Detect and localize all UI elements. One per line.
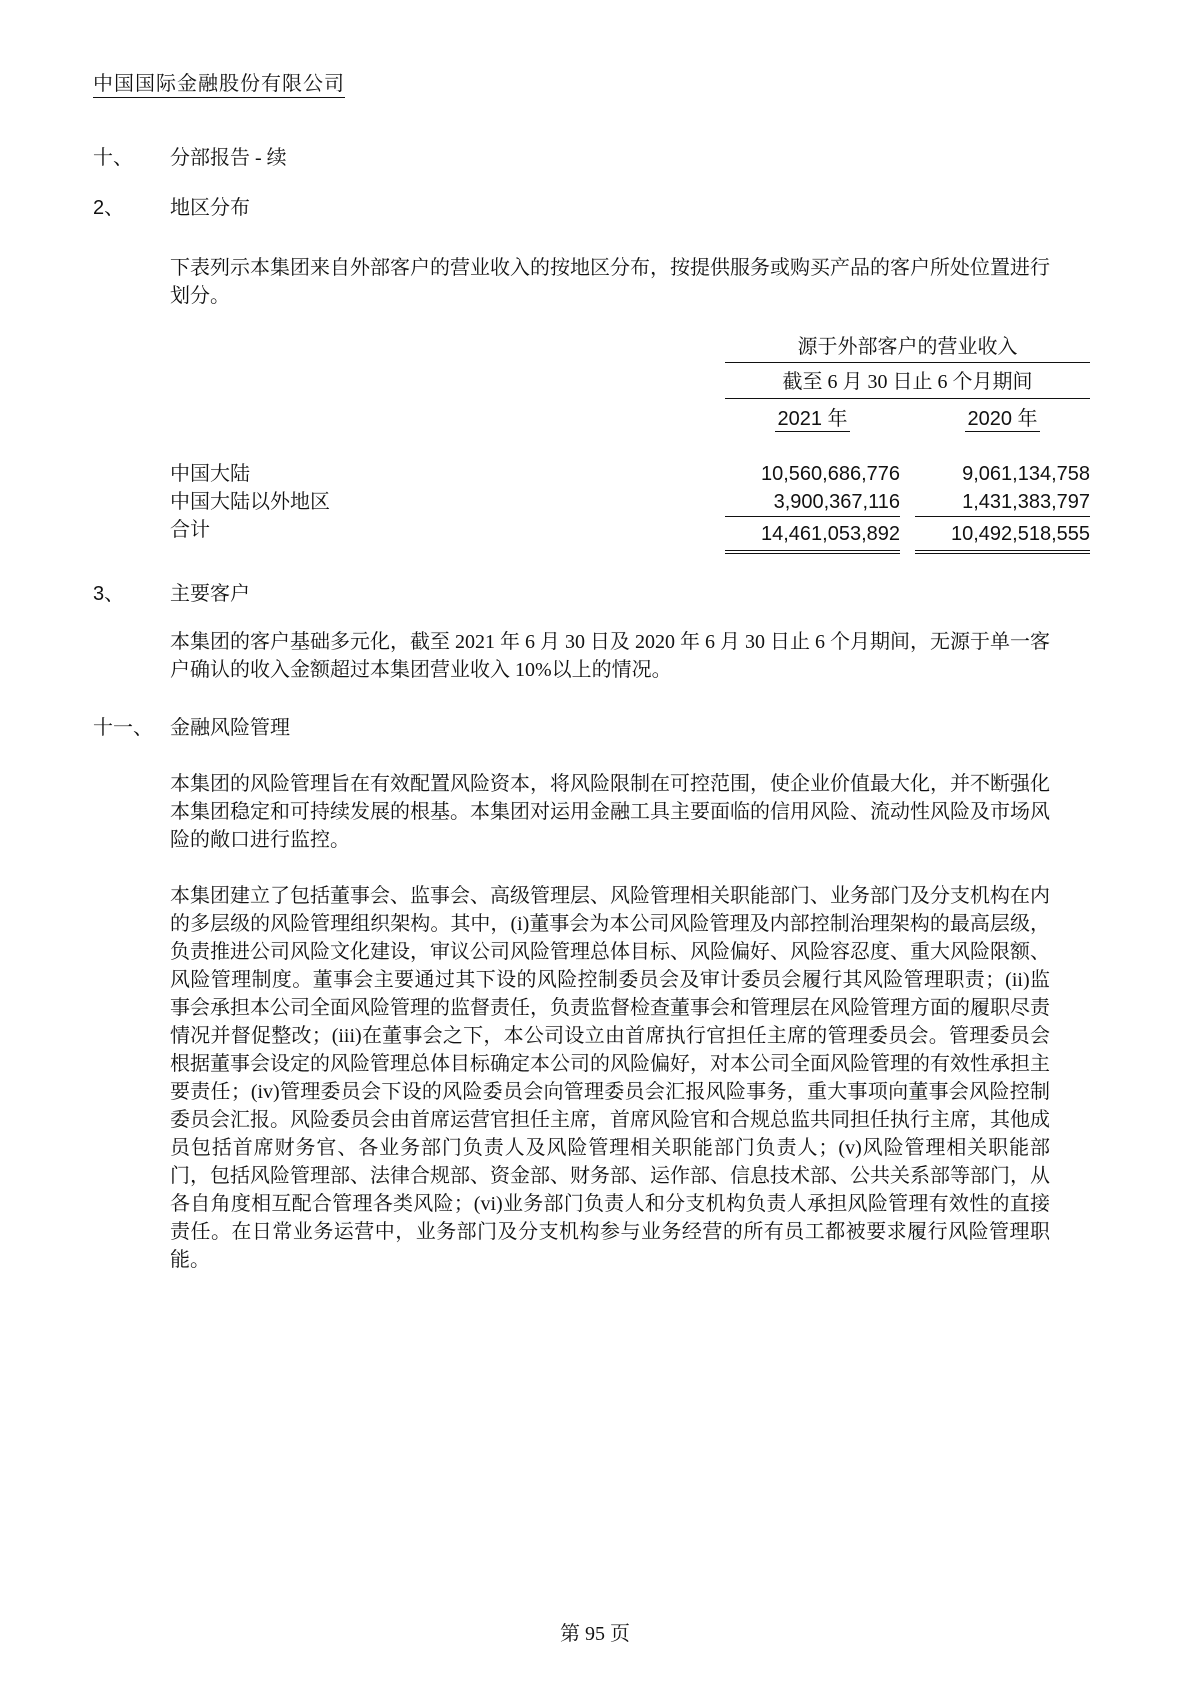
section-11-paragraph-1: 本集团的风险管理旨在有效配置风险资本，将风险限制在可控范围，使企业价值最大化，并不断强化本集团稳定和可持续发展的根基。本集团对运用金融工具主要面临的信用风险、流动性风险及市场风险的敞口进行监控。	[170, 773, 1050, 851]
company-name: 中国国际金融股份有限公司	[93, 73, 345, 98]
section-2-number: 2、	[93, 197, 125, 219]
col-header-2021: 2021 年	[777, 408, 848, 430]
total-2020-value: 10,492,518,555	[915, 516, 1090, 554]
section-2-heading	[93, 194, 1130, 222]
outside-2021-value: 3,900,367,116	[773, 491, 900, 513]
row-label-mainland: 中国大陆	[170, 463, 250, 485]
section-11-number: 十一、	[93, 717, 153, 739]
table-spacer	[170, 430, 1090, 460]
section-10-title: 分部报告 - 续	[170, 147, 287, 169]
section-10-number: 十、	[93, 147, 133, 169]
region-revenue-table	[170, 336, 1090, 554]
row-label-total: 合计	[170, 519, 210, 541]
row-label-outside-mainland: 中国大陆以外地区	[170, 491, 330, 513]
col-header-2020: 2020 年	[967, 408, 1038, 430]
section-2-intro-paragraph: 下表列示本集团来自外部客户的营业收入的按地区分布，按提供服务或购买产品的客户所处位置进行划分。	[170, 257, 1050, 307]
section-11-title: 金融风险管理	[170, 717, 290, 739]
section-2-title: 地区分布	[170, 197, 250, 219]
mainland-2021-value: 10,560,686,776	[760, 463, 900, 485]
table-header-block	[725, 336, 1090, 430]
total-2021-value: 14,461,053,892	[725, 516, 900, 554]
section-11-paragraph-2: 本集团建立了包括董事会、监事会、高级管理层、风险管理相关职能部门、业务部门及分支机构在内的多层级的风险管理组织架构。其中，(i)董事会为本公司风险管理及内部控制治理架构的最高层级，负责推进公司风险文化建设，审议公司风险管理总体目标、风险偏好、风险容忍度、重大风险限额、风险管理制度。董事会主要通过其下设的风险控制委员会及审计委员会履行其风险管理职责；(ii)监事会承担本公司全面风险管理的监督责任，负责监督检查董事会和管理层在风险管理方面的履职尽责情况并督促整改；(iii)在董事会之下，本公司设立由首席执行官担任主席的管理委员会。管理委员会根据董事会设定的风险管理总体目标确定本公司的风险偏好，对本公司全面风险管理的有效性承担主要责任；(iv)管理委员会下设的风险委员会向管理委员会汇报风险事务，重大事项向董事会风险控制委员会汇报。风险委员会由首席运营官担任主席，首席风险官和合规总监共同担任执行主席，其他成员包括首席财务官、各业务部门负责人及风险管理相关职能部门负责人；(v)风险管理相关职能部门，包括风险管理部、法律合规部、资金部、财务部、运作部、信息技术部、公共关系部等部门，从各自角度相互配合管理各类风险；(vi)业务部门负责人和分支机构负责人承担风险管理有效性的直接责任。在日常业务运营中，业务部门及分支机构参与业务经营的所有员工都被要求履行风险管理职能。	[170, 885, 1050, 1271]
mainland-2020-value: 9,061,134,758	[962, 463, 1090, 485]
section-3-paragraph: 本集团的客户基础多元化，截至 2021 年 6 月 30 日及 2020 年 6 月 30 日止 6 个月期间，无源于单一客户确认的收入金额超过本集团营业收入 10%以上的情况。	[170, 631, 1050, 681]
page-number: 第 95 页	[560, 1623, 630, 1645]
table-total-row	[170, 516, 1090, 554]
section-11-heading	[93, 714, 1130, 742]
section-3-number: 3、	[93, 583, 125, 605]
section-3-title: 主要客户	[170, 583, 250, 605]
table-group-header: 源于外部客户的营业收入	[725, 336, 1090, 363]
outside-2020-value: 1,431,383,797	[962, 491, 1090, 513]
section-3-heading	[93, 580, 1130, 608]
table-period-header: 截至 6 月 30 日止 6 个月期间	[725, 363, 1090, 399]
company-header	[93, 73, 1130, 98]
table-row	[170, 488, 1090, 516]
table-row	[170, 460, 1090, 488]
table-year-headers	[725, 399, 1090, 430]
section-10-heading	[93, 144, 1130, 172]
